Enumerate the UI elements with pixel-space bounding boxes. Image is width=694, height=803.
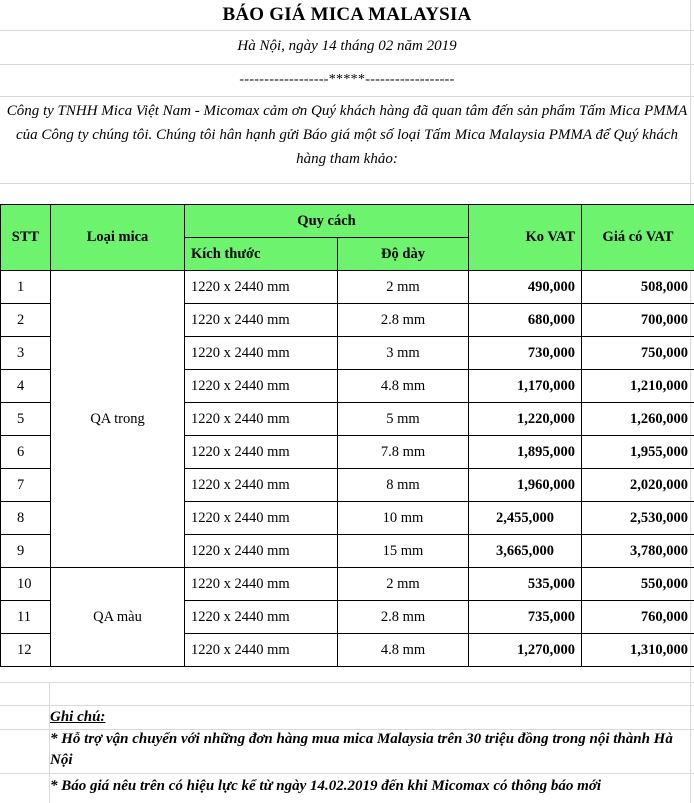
cell-thickness: 10 mm [338,502,469,535]
cell-price-with-vat: 1,310,000 [582,634,694,667]
header-thickness: Độ dày [338,238,469,271]
document-date: Hà Nội, ngày 14 tháng 02 năm 2019 [237,38,457,54]
cell-stt: 8 [1,502,51,535]
table-row [1,568,694,601]
header-stt: STT [1,205,51,271]
cell-price-no-vat: 1,270,000 [469,634,582,667]
cell-price-with-vat: 508,000 [582,271,694,304]
cell-thickness: 5 mm [338,403,469,436]
cell-price-with-vat: 750,000 [582,337,694,370]
cell-mica-type: QA màu [51,568,185,667]
gridline [0,96,694,97]
cell-thickness: 2.8 mm [338,304,469,337]
cell-price-no-vat: 1,960,000 [469,469,582,502]
cell-price-no-vat: 730,000 [469,337,582,370]
cell-price-with-vat: 700,000 [582,304,694,337]
cell-thickness: 2 mm [338,568,469,601]
cell-stt: 12 [1,634,51,667]
cell-price-no-vat: 2,455,000 [469,502,582,535]
cell-thickness: 3 mm [338,337,469,370]
cell-mica-type: QA trong [51,271,185,568]
cell-thickness: 8 mm [338,469,469,502]
intro-paragraph: Công ty TNHH Mica Việt Nam - Micomax cảm ơn Quý khách hàng đã quan tâm đến sản phẩm Tấm Mica PMMA của Công ty chúng tôi. Chúng tôi hân hạnh gửi Báo giá một số loại Tấm Mica Malaysia PMMA để Quý khách hàng tham khảo: [6,103,688,167]
cell-price-no-vat: 1,220,000 [469,403,582,436]
cell-stt: 11 [1,601,51,634]
note-item: * Hỗ trợ vận chuyển với những đơn hàng mua mica Malaysia trên 30 triệu đồng trong nội thành Hà Nội [50,731,673,768]
cell-price-no-vat: 1,895,000 [469,436,582,469]
cell-price-no-vat: 680,000 [469,304,582,337]
cell-price-with-vat: 550,000 [582,568,694,601]
header-no-vat: Ko VAT [469,205,582,271]
header-size: Kích thước [185,238,338,271]
cell-size: 1220 x 2440 mm [185,304,338,337]
cell-thickness: 2 mm [338,271,469,304]
cell-stt: 5 [1,403,51,436]
table-header-row [1,205,694,238]
cell-stt: 9 [1,535,51,568]
cell-price-no-vat: 3,665,000 [469,535,582,568]
cell-thickness: 2.8 mm [338,601,469,634]
cell-price-with-vat: 3,780,000 [582,535,694,568]
cell-thickness: 4.8 mm [338,634,469,667]
gridline [0,682,694,683]
separator-line: ------------------*****------------------ [239,72,455,87]
gridline [0,64,694,65]
cell-price-with-vat: 2,020,000 [582,469,694,502]
cell-size: 1220 x 2440 mm [185,403,338,436]
cell-size: 1220 x 2440 mm [185,469,338,502]
cell-thickness: 7.8 mm [338,436,469,469]
table-row [1,271,694,304]
header-type: Loại mica [51,205,185,271]
cell-stt: 1 [1,271,51,304]
cell-size: 1220 x 2440 mm [185,502,338,535]
cell-price-with-vat: 1,210,000 [582,370,694,403]
cell-price-no-vat: 535,000 [469,568,582,601]
cell-price-with-vat: 2,530,000 [582,502,694,535]
cell-size: 1220 x 2440 mm [185,370,338,403]
cell-stt: 6 [1,436,51,469]
header-with-vat: Giá có VAT [582,205,694,271]
cell-price-with-vat: 1,955,000 [582,436,694,469]
cell-stt: 7 [1,469,51,502]
price-table [0,204,694,667]
cell-size: 1220 x 2440 mm [185,337,338,370]
cell-stt: 10 [1,568,51,601]
cell-stt: 4 [1,370,51,403]
cell-stt: 3 [1,337,51,370]
cell-size: 1220 x 2440 mm [185,568,338,601]
gridline [0,183,694,184]
cell-size: 1220 x 2440 mm [185,634,338,667]
cell-price-no-vat: 1,170,000 [469,370,582,403]
cell-price-with-vat: 760,000 [582,601,694,634]
cell-size: 1220 x 2440 mm [185,601,338,634]
page-title: BÁO GIÁ MICA MALAYSIA [222,4,472,25]
cell-price-with-vat: 1,260,000 [582,403,694,436]
cell-size: 1220 x 2440 mm [185,436,338,469]
cell-stt: 2 [1,304,51,337]
header-spec: Quy cách [185,205,469,238]
cell-price-no-vat: 735,000 [469,601,582,634]
cell-thickness: 4.8 mm [338,370,469,403]
cell-price-no-vat: 490,000 [469,271,582,304]
cell-size: 1220 x 2440 mm [185,535,338,568]
note-item: * Báo giá nêu trên có hiệu lực kể từ ngày 14.02.2019 đến khi Micomax có thông báo mới [50,778,602,794]
cell-thickness: 15 mm [338,535,469,568]
cell-size: 1220 x 2440 mm [185,271,338,304]
gridline [0,30,694,31]
notes-section [50,706,690,797]
notes-heading: Ghi chú: [50,709,106,725]
